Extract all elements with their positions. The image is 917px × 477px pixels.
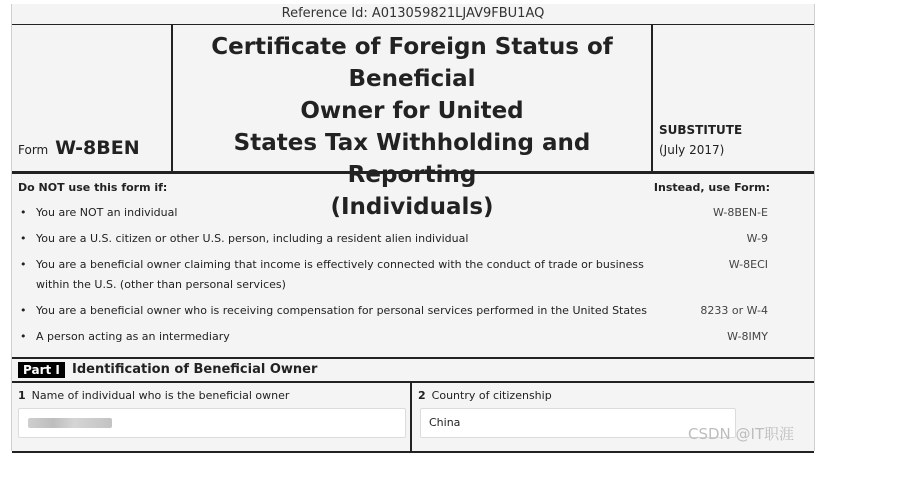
name-field-label bbox=[18, 389, 289, 402]
country-value: China bbox=[429, 416, 461, 429]
usage-text: You are NOT an individual bbox=[36, 206, 178, 219]
form-title-box bbox=[173, 25, 653, 220]
w8ben-form bbox=[11, 4, 815, 451]
instead-use-heading: Instead, use Form: bbox=[653, 181, 770, 194]
form-number-box bbox=[12, 25, 173, 171]
reference-id: Reference Id: A013059821LJAV9FBU1AQ bbox=[12, 4, 814, 25]
form-date: (July 2017) bbox=[659, 143, 725, 157]
part-tag: Part I bbox=[18, 362, 65, 378]
field-number: 2 bbox=[418, 389, 426, 402]
substitute-label: SUBSTITUTE bbox=[659, 123, 743, 137]
field-label-text: Name of individual who is the beneficial owner bbox=[31, 389, 290, 402]
usage-text: You are a beneficial owner who is receiving compensation for personal services performed in the United States bbox=[36, 304, 647, 317]
title-line: Owner for United bbox=[300, 98, 524, 124]
bullet-icon: • bbox=[20, 258, 27, 271]
usage-text: A person acting as an intermediary bbox=[36, 330, 230, 343]
form-number bbox=[18, 137, 140, 159]
usage-text: You are a beneficial owner claiming that income is effectively connected with the conduct of trade or business bbox=[36, 258, 644, 271]
usage-form: W-8IMY bbox=[727, 330, 768, 343]
title-line: Certificate of Foreign Status of Beneficial bbox=[211, 34, 613, 92]
form-bottom-border bbox=[12, 451, 814, 453]
usage-form: W-9 bbox=[746, 232, 768, 245]
bullet-icon: • bbox=[20, 304, 27, 317]
usage-text: You are a U.S. citizen or other U.S. person, including a resident alien individual bbox=[36, 232, 469, 245]
part-title: Identification of Beneficial Owner bbox=[72, 362, 318, 377]
bullet-icon: • bbox=[20, 232, 27, 245]
field-label-text: Country of citizenship bbox=[431, 389, 552, 402]
usage-form: W-8ECI bbox=[728, 258, 768, 271]
name-field-cell bbox=[12, 381, 412, 451]
usage-form: 8233 or W-4 bbox=[700, 304, 768, 317]
part-header bbox=[12, 357, 814, 383]
redacted-name bbox=[28, 418, 112, 428]
title-line: (Individuals) bbox=[330, 194, 494, 220]
usage-form: W-8BEN-E bbox=[712, 206, 768, 219]
bullet-icon: • bbox=[20, 330, 27, 343]
watermark: CSDN @IT职涯 bbox=[688, 425, 795, 443]
title-line: States Tax Withholding and Reporting bbox=[233, 130, 591, 188]
bullet-icon: • bbox=[20, 206, 27, 219]
do-not-use-heading: Do NOT use this form if: bbox=[18, 181, 168, 194]
form-title bbox=[173, 31, 651, 223]
form-prefix: Form bbox=[18, 143, 49, 157]
field-number: 1 bbox=[18, 389, 26, 402]
usage-text: within the U.S. (other than personal services) bbox=[36, 278, 286, 291]
name-input[interactable] bbox=[18, 408, 406, 438]
form-code: W-8BEN bbox=[55, 137, 140, 159]
form-version-box bbox=[653, 25, 814, 171]
country-field-label bbox=[418, 389, 552, 402]
